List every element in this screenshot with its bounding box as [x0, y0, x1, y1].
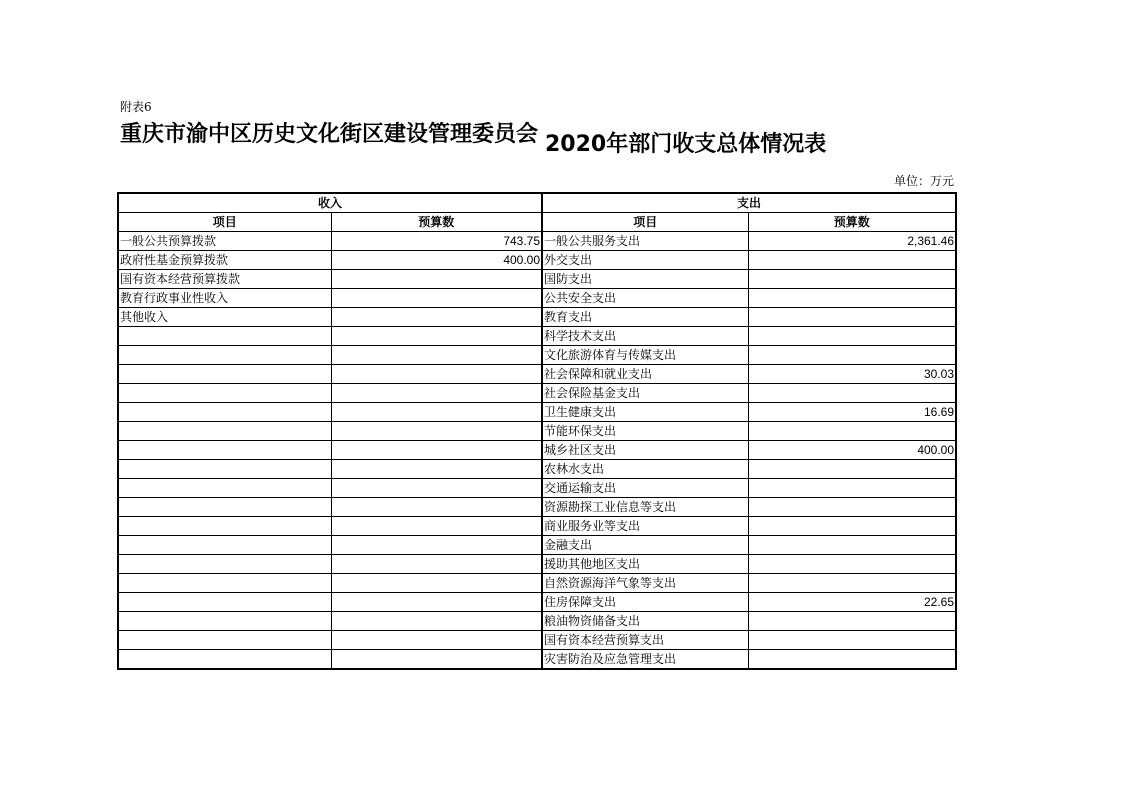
- income-budget-cell: [331, 346, 542, 365]
- income-budget-cell: [331, 460, 542, 479]
- income-item-cell: 国有资本经营预算拨款: [118, 270, 331, 289]
- income-budget-cell: [331, 631, 542, 650]
- expense-item-cell: 科学技术支出: [542, 327, 748, 346]
- column-header-row: [118, 213, 956, 232]
- income-item-cell: [118, 403, 331, 422]
- expense-item-cell: 农林水支出: [542, 460, 748, 479]
- income-budget-cell: 743.75: [331, 232, 542, 251]
- income-item-cell: [118, 365, 331, 384]
- org-title: 重庆市渝中区历史文化街区建设管理委员会: [120, 122, 538, 147]
- income-budget-cell: [331, 479, 542, 498]
- expense-item-cell: 城乡社区支出: [542, 441, 748, 460]
- expense-budget-cell: [748, 327, 956, 346]
- expense-budget-cell: [748, 251, 956, 270]
- expense-budget-cell: 22.65: [748, 593, 956, 612]
- table-row: [118, 460, 956, 479]
- table-title: 2020年部门收支总体情况表: [545, 132, 827, 157]
- income-item-cell: [118, 346, 331, 365]
- table-row: [118, 479, 956, 498]
- table-row: [118, 593, 956, 612]
- income-budget-cell: [331, 365, 542, 384]
- expense-budget-cell: [748, 270, 956, 289]
- expense-item-cell: 国防支出: [542, 270, 748, 289]
- expense-budget-cell: 2,361.46: [748, 232, 956, 251]
- budget-table: [117, 192, 957, 670]
- group-header-row: [118, 193, 956, 213]
- income-item-cell: [118, 555, 331, 574]
- income-item-cell: 其他收入: [118, 308, 331, 327]
- table-row: [118, 403, 956, 422]
- income-item-header: 项目: [118, 213, 331, 232]
- table-body: [118, 232, 956, 670]
- expense-item-cell: 交通运输支出: [542, 479, 748, 498]
- expense-budget-cell: [748, 460, 956, 479]
- table-row: [118, 441, 956, 460]
- table-row: [118, 612, 956, 631]
- annex-label: 附表6: [120, 100, 152, 114]
- income-budget-cell: [331, 555, 542, 574]
- expense-budget-cell: [748, 555, 956, 574]
- expense-item-cell: 灾害防治及应急管理支出: [542, 650, 748, 670]
- table-row: [118, 498, 956, 517]
- expense-item-cell: 金融支出: [542, 536, 748, 555]
- table-row: [118, 289, 956, 308]
- expense-item-cell: 社会保障和就业支出: [542, 365, 748, 384]
- income-item-cell: [118, 593, 331, 612]
- income-budget-cell: [331, 612, 542, 631]
- expense-budget-cell: [748, 650, 956, 670]
- income-item-cell: [118, 479, 331, 498]
- income-budget-cell: [331, 517, 542, 536]
- income-budget-header: 预算数: [331, 213, 542, 232]
- expense-item-header: 项目: [542, 213, 748, 232]
- expense-item-cell: 住房保障支出: [542, 593, 748, 612]
- expense-item-cell: 商业服务业等支出: [542, 517, 748, 536]
- income-item-cell: [118, 612, 331, 631]
- expense-item-cell: 文化旅游体育与传媒支出: [542, 346, 748, 365]
- expense-item-cell: 粮油物资储备支出: [542, 612, 748, 631]
- income-item-cell: 政府性基金预算拨款: [118, 251, 331, 270]
- income-budget-cell: [331, 593, 542, 612]
- income-item-cell: 教育行政事业性收入: [118, 289, 331, 308]
- income-budget-cell: [331, 536, 542, 555]
- expense-budget-cell: [748, 574, 956, 593]
- expense-budget-cell: 30.03: [748, 365, 956, 384]
- income-group-header: 收入: [118, 193, 542, 213]
- expense-item-cell: 社会保险基金支出: [542, 384, 748, 403]
- expense-item-cell: 节能环保支出: [542, 422, 748, 441]
- expense-item-cell: 卫生健康支出: [542, 403, 748, 422]
- table-row: [118, 517, 956, 536]
- expense-budget-cell: [748, 422, 956, 441]
- income-item-cell: [118, 460, 331, 479]
- income-item-cell: [118, 650, 331, 670]
- table-row: [118, 631, 956, 650]
- table-row: [118, 308, 956, 327]
- expense-budget-cell: 16.69: [748, 403, 956, 422]
- expense-budget-cell: [748, 517, 956, 536]
- income-item-cell: [118, 441, 331, 460]
- expense-budget-cell: [748, 384, 956, 403]
- expense-item-cell: 援助其他地区支出: [542, 555, 748, 574]
- table-row: [118, 365, 956, 384]
- income-budget-cell: [331, 422, 542, 441]
- income-item-cell: [118, 517, 331, 536]
- income-budget-cell: [331, 308, 542, 327]
- expense-budget-cell: 400.00: [748, 441, 956, 460]
- expense-item-cell: 外交支出: [542, 251, 748, 270]
- expense-item-cell: 自然资源海洋气象等支出: [542, 574, 748, 593]
- table-row: [118, 232, 956, 251]
- table-row: [118, 422, 956, 441]
- table-row: [118, 536, 956, 555]
- expense-item-cell: 国有资本经营预算支出: [542, 631, 748, 650]
- unit-label: 单位：万元: [893, 174, 954, 188]
- table-row: [118, 327, 956, 346]
- table-row: [118, 251, 956, 270]
- expense-budget-cell: [748, 612, 956, 631]
- income-budget-cell: [331, 270, 542, 289]
- expense-budget-cell: [748, 631, 956, 650]
- table-row: [118, 555, 956, 574]
- expense-item-cell: 一般公共服务支出: [542, 232, 748, 251]
- income-item-cell: [118, 384, 331, 403]
- expense-item-cell: 教育支出: [542, 308, 748, 327]
- expense-budget-cell: [748, 289, 956, 308]
- income-budget-cell: [331, 574, 542, 593]
- expense-item-cell: 公共安全支出: [542, 289, 748, 308]
- income-item-cell: [118, 631, 331, 650]
- income-budget-cell: [331, 403, 542, 422]
- expense-budget-cell: [748, 498, 956, 517]
- income-item-cell: [118, 536, 331, 555]
- income-budget-cell: [331, 650, 542, 670]
- expense-item-cell: 资源勘探工业信息等支出: [542, 498, 748, 517]
- income-budget-cell: [331, 327, 542, 346]
- table-row: [118, 650, 956, 670]
- table-row: [118, 574, 956, 593]
- income-budget-cell: 400.00: [331, 251, 542, 270]
- expense-budget-cell: [748, 308, 956, 327]
- expense-budget-cell: [748, 479, 956, 498]
- expense-group-header: 支出: [542, 193, 956, 213]
- income-item-cell: [118, 574, 331, 593]
- table-row: [118, 384, 956, 403]
- income-item-cell: 一般公共预算拨款: [118, 232, 331, 251]
- income-budget-cell: [331, 441, 542, 460]
- income-item-cell: [118, 498, 331, 517]
- income-item-cell: [118, 422, 331, 441]
- income-budget-cell: [331, 384, 542, 403]
- table-row: [118, 346, 956, 365]
- income-budget-cell: [331, 289, 542, 308]
- expense-budget-cell: [748, 536, 956, 555]
- expense-budget-header: 预算数: [748, 213, 956, 232]
- table-row: [118, 270, 956, 289]
- income-item-cell: [118, 327, 331, 346]
- income-budget-cell: [331, 498, 542, 517]
- expense-budget-cell: [748, 346, 956, 365]
